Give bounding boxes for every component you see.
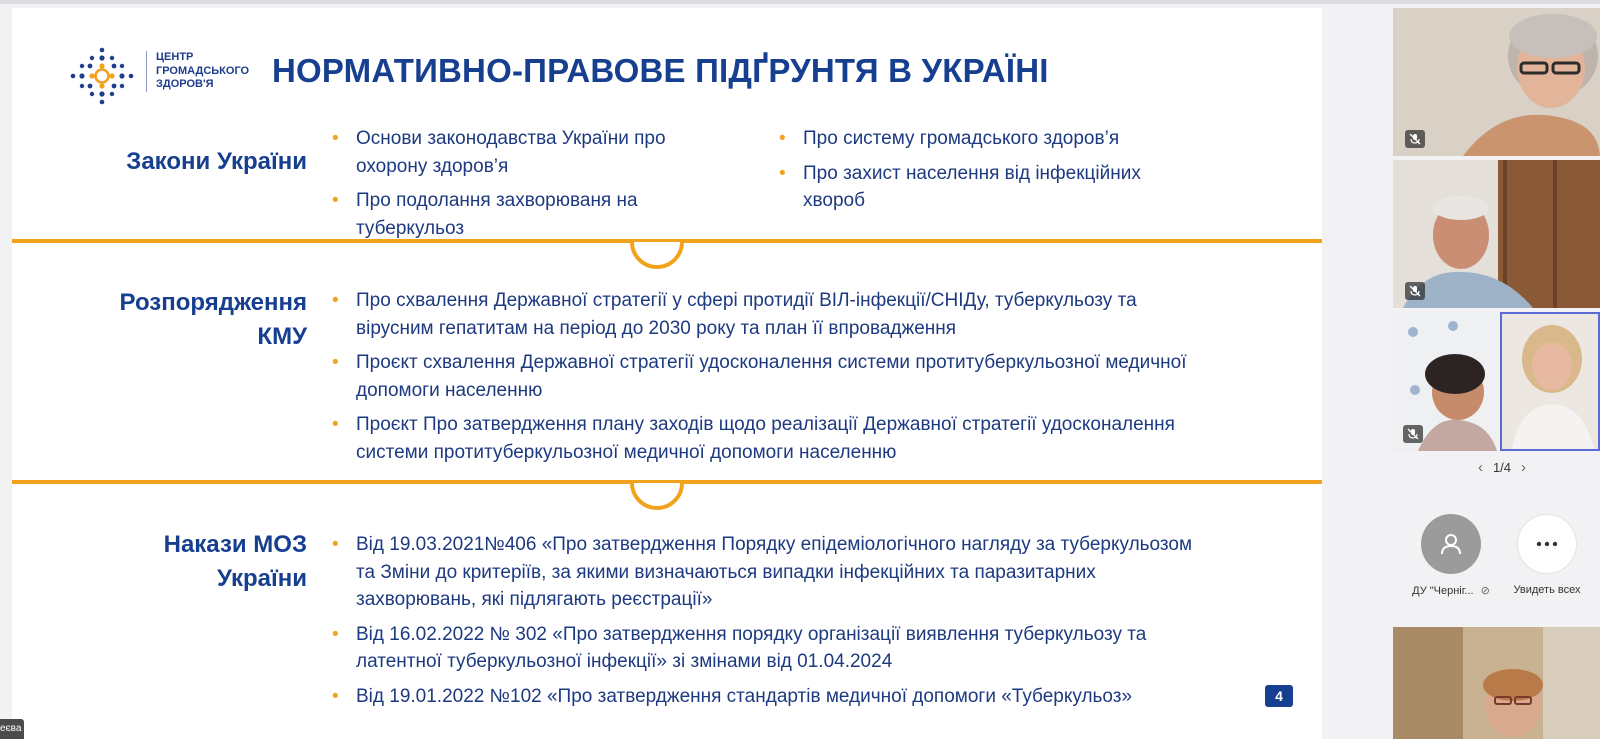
list-item: • Від 16.02.2022 № 302 «Про затвердження порядку організації виявлення туберкульозу та латентної туберкульозної інфекції» зі змінами від 01.04.2024: [332, 621, 1212, 676]
logo-line-3: ЗДОРОВ'Я: [156, 78, 214, 90]
pager-label: 1/4: [1492, 460, 1512, 475]
logo-line-2: ГРОМАДСЬКОГО: [156, 64, 250, 77]
divider-notch-icon: [628, 240, 686, 274]
logo-line-1: ЦЕНТР: [156, 51, 194, 63]
section-heading-line: Закони України: [126, 148, 307, 175]
cabinet-orders-bullets: [332, 287, 1212, 473]
muted-mic-badge: [1405, 282, 1425, 300]
mic-off-icon: ⊘: [1480, 585, 1490, 597]
muted-mic-badge: [1403, 425, 1423, 443]
section-heading-line: Розпорядження: [119, 289, 307, 316]
presentation-slide: [12, 8, 1322, 739]
mic-off-icon: [1408, 284, 1422, 298]
list-item: • Про подолання захворюваня на туберкульоз: [332, 187, 712, 242]
user-avatar-icon: [1421, 514, 1481, 574]
moh-orders-bullets: [332, 531, 1212, 717]
see-all-button[interactable]: [1502, 514, 1592, 596]
list-item: • Проєкт схвалення Державної стратегії удосконалення системи протитуберкульозної медичної допомоги населенню: [332, 349, 1212, 404]
laws-bullets-right: [779, 125, 1199, 222]
participant-video-tile[interactable]: [1393, 8, 1600, 156]
section-heading-line: Накази МОЗ: [163, 531, 307, 558]
logo: [69, 45, 250, 107]
see-all-label: Увидеть всех: [1513, 584, 1581, 596]
laws-bullets-left: [332, 125, 712, 249]
list-item: • Про систему громадського здоров’я: [779, 125, 1199, 153]
participant-video-feed: [1393, 627, 1600, 739]
participant-video-tile[interactable]: [1393, 312, 1497, 451]
list-item: • Від 19.01.2022 №102 «Про затвердження стандартів медичної допомоги «Туберкульоз»: [332, 683, 1212, 711]
section-heading-line: України: [216, 565, 307, 592]
section-heading-moh-orders: [27, 528, 307, 596]
list-item: • Основи законодавства України про охорону здоров’я: [332, 125, 712, 180]
speaker-name-chip: еєва: [0, 719, 24, 739]
participant-video-feed: [1502, 314, 1598, 449]
more-icon: [1517, 514, 1577, 574]
participants-pager: [1462, 459, 1542, 476]
section-heading-cabinet-orders: [27, 286, 307, 354]
active-speaker-video-tile[interactable]: [1500, 312, 1600, 451]
slide-page-number: 4: [1265, 685, 1293, 707]
list-item: • Про схвалення Державної стратегії у сфері протидії ВІЛ-інфекції/СНІДу, туберкульозу та вірусним гепатитам на період до 2030 року та план її впровадження: [332, 287, 1212, 342]
section-heading-line: КМУ: [257, 323, 307, 350]
mic-off-icon: [1406, 427, 1420, 441]
list-item: • Про захист населення від інфекційних хвороб: [779, 160, 1199, 215]
logo-mark-icon: [69, 45, 135, 107]
mic-off-icon: [1408, 132, 1422, 146]
window-top-bar: [0, 0, 1600, 4]
participant-self-button[interactable]: [1406, 514, 1496, 597]
participant-video-tile[interactable]: [1393, 160, 1600, 308]
list-item: • Проєкт Про затвердження плану заходів щодо реалізації Державної стратегії удосконалення системи протитуберкульозної медичної допомоги населенню: [332, 411, 1212, 466]
logo-wordmark: [146, 51, 256, 92]
muted-mic-badge: [1405, 130, 1425, 148]
section-heading-laws: [27, 145, 307, 179]
slide-title: НОРМАТИВНО-ПРАВОВЕ ПІДҐРУНТЯ В УКРАЇНІ: [272, 52, 1049, 89]
chevron-right-icon[interactable]: ›: [1521, 459, 1527, 476]
divider-notch-icon: [628, 481, 686, 515]
participant-video-tile[interactable]: [1393, 627, 1600, 739]
list-item: • Від 19.03.2021№406 «Про затвердження Порядку епідеміологічного нагляду за туберкульозом та Зміни до критеріїв, за якими визначаються випадки інфекційних та паразитарних захворювань, які підлягають реєстрації»: [332, 531, 1212, 614]
chevron-left-icon[interactable]: ‹: [1477, 459, 1483, 476]
participant-self-label: ДУ "Черніг... ⊘: [1412, 585, 1490, 597]
